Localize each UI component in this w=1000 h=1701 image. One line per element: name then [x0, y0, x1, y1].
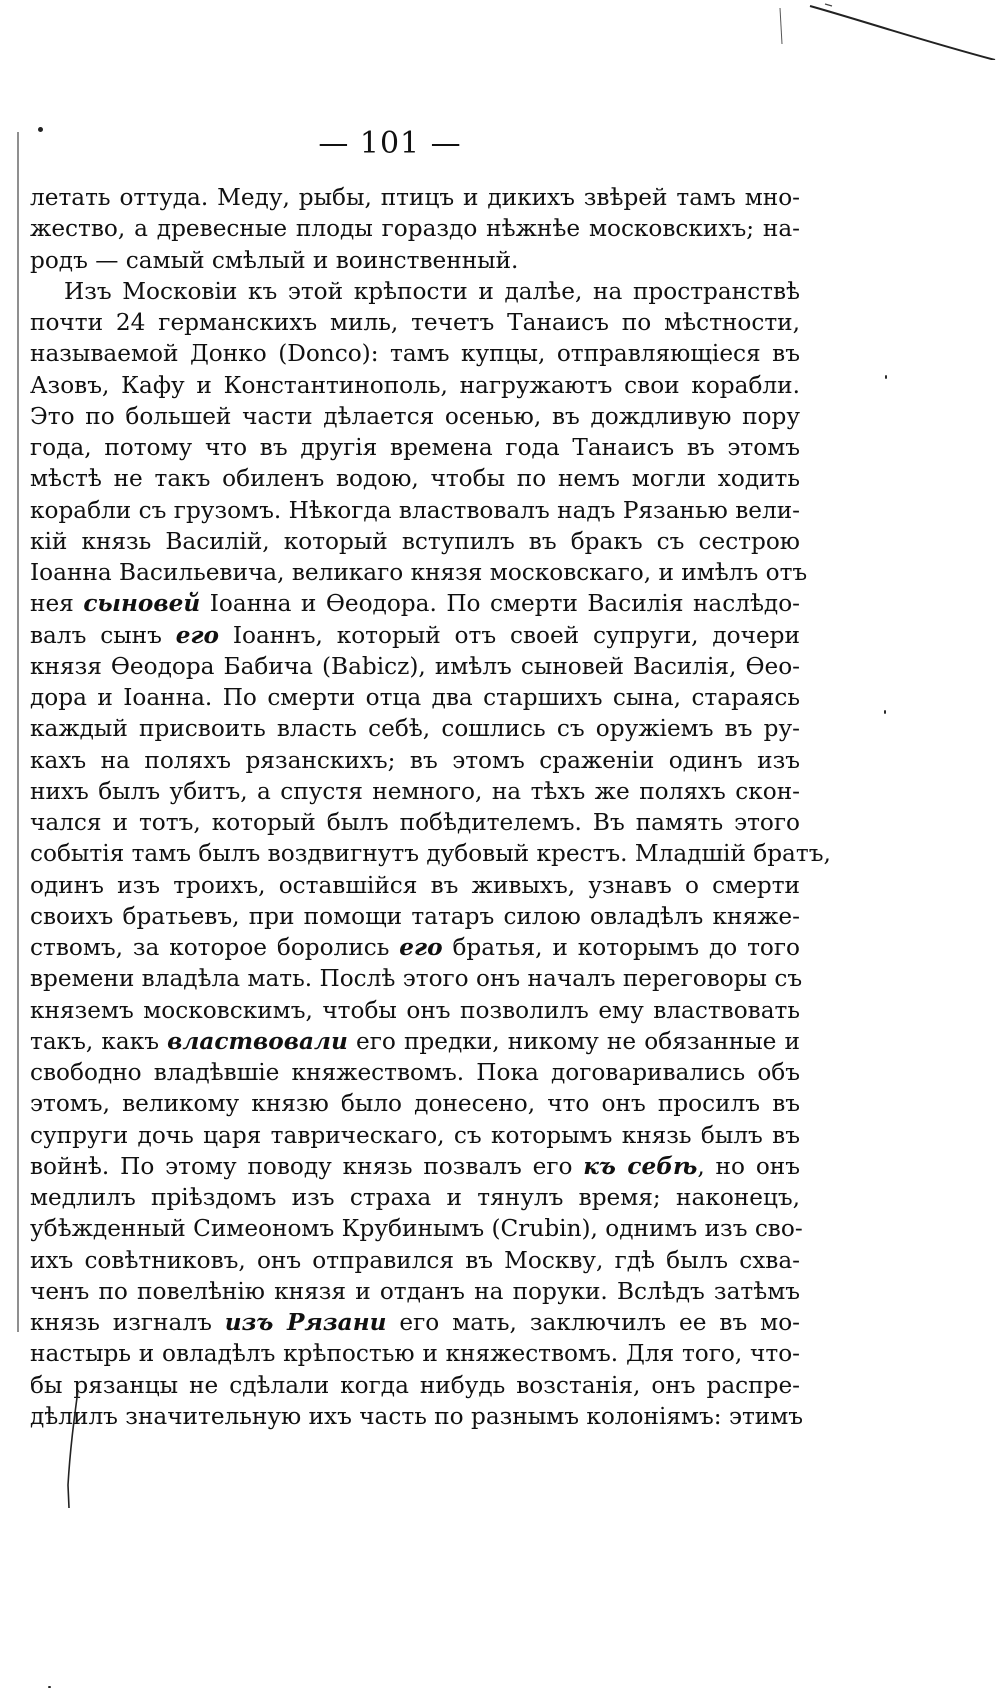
text-line — [30, 245, 800, 276]
text-segment: медлилъ пріѣздомъ изъ страха и тянулъ время; наконецъ, — [30, 1184, 800, 1211]
text-segment: одинъ изъ троихъ, оставшійся въ живыхъ, узнавъ о смерти — [30, 871, 800, 899]
text-segment: нея — [30, 590, 84, 618]
text-line — [30, 182, 800, 213]
text-segment: убѣжденный Симеономъ Крубинымъ (Crubin), однимъ изъ сво- — [30, 1215, 803, 1243]
italic-word: къ себѣ — [583, 1152, 698, 1180]
text-segment: Изъ Московіи къ этой крѣпости и далѣе, на пространствѣ — [64, 277, 800, 305]
text-line — [30, 870, 800, 901]
text-segment: такъ, какъ — [30, 1027, 168, 1055]
text-line — [30, 1026, 800, 1057]
text-line — [30, 1370, 800, 1401]
text-segment: войнѣ. По этому поводу князь позвалъ его — [30, 1152, 584, 1180]
text-segment: его предки, никому не обязанные и — [347, 1027, 800, 1055]
text-line — [30, 963, 803, 994]
text-segment: своихъ братьевъ, при помощи татаръ силою овладѣлъ княже- — [30, 902, 800, 930]
left-margin-rule — [17, 132, 19, 1332]
text-line — [30, 1182, 800, 1213]
text-segment: князь изгналъ — [30, 1309, 225, 1336]
text-line — [30, 1276, 800, 1307]
text-line — [30, 1401, 804, 1432]
text-line — [30, 1338, 800, 1369]
text-line — [30, 776, 800, 807]
margin-dot — [884, 710, 886, 714]
text-segment: Іоанна и Ѳеодора. По смерти Василія наслѣдо- — [200, 590, 800, 618]
text-segment: мѣстѣ не такъ обиленъ водою, чтобы по немъ могли ходить — [30, 465, 800, 493]
text-line — [30, 1307, 800, 1338]
text-segment: братья, и которымъ до того — [442, 934, 800, 961]
text-line — [30, 995, 800, 1026]
text-segment: ченъ по повелѣнію князя и отданъ на поруки. Вслѣдъ затѣмъ — [30, 1277, 800, 1305]
margin-pencil-stroke — [60, 1390, 90, 1510]
text-segment: родъ — самый смѣлый и воинственный. — [30, 246, 519, 274]
text-line — [30, 745, 800, 776]
text-segment: , но онъ — [697, 1152, 800, 1180]
text-segment: его мать, заключилъ ее въ мо- — [386, 1309, 800, 1336]
italic-word: властвовали — [167, 1027, 348, 1055]
text-segment: Азовъ, Кафу и Константинополь, нагружаютъ свои корабли. — [30, 371, 800, 399]
italic-word: сыновей — [83, 590, 201, 618]
text-line — [30, 276, 800, 307]
text-line — [30, 557, 808, 588]
text-segment: Это по большей части дѣлается осенью, въ дождливую пору — [30, 402, 800, 430]
text-segment: настырь и овладѣлъ крѣпостью и княжествомъ. Для того, что- — [30, 1340, 800, 1368]
text-segment: княземъ московскимъ, чтобы онъ позволилъ ему властвовать — [30, 996, 800, 1024]
text-segment: свободно владѣвшіе княжествомъ. Пока договаривались объ — [30, 1059, 800, 1086]
text-segment: каждый присвоить власть себѣ, сошлись съ оружіемъ въ ру- — [30, 715, 800, 743]
text-segment: ствомъ, за которое боролись — [30, 934, 400, 961]
text-segment: летать оттуда. Меду, рыбы, птицъ и дикихъ звѣрей тамъ мно- — [30, 184, 800, 211]
text-line — [30, 932, 800, 963]
text-line — [30, 526, 800, 557]
text-segment: называемой Донко (Donco): тамъ купцы, отправляющіеся въ — [30, 340, 800, 368]
text-segment: Іоанна Васильевича, великаго князя московскаго, и имѣлъ отъ — [30, 559, 808, 586]
text-segment: бы рязанцы не сдѣлали когда нибудь возстанія, онъ распре- — [30, 1371, 800, 1399]
text-segment: супруги дочь царя таврическаго, съ которымъ князь былъ въ — [30, 1121, 800, 1149]
italic-word: его — [175, 621, 219, 649]
text-segment: князя Ѳеодора Бабича (Babicz), имѣлъ сыновей Василія, Ѳео- — [30, 652, 800, 680]
text-segment: нихъ былъ убитъ, а спустя немного, на тѣхъ же поляхъ скон- — [30, 777, 800, 805]
text-segment: дора и Іоанна. По смерти отца два старшихъ сына, стараясь — [30, 684, 800, 711]
text-line — [30, 1120, 800, 1151]
text-line — [30, 495, 800, 526]
text-line — [30, 1057, 800, 1088]
corner-pencil-mark — [770, 0, 1000, 60]
text-segment: этомъ, великому князю было донесено, что онъ просилъ въ — [30, 1090, 800, 1118]
text-line — [30, 620, 800, 651]
text-segment: дѣлилъ значительную ихъ часть по разнымъ колоніямъ: этимъ — [30, 1402, 804, 1430]
text-line — [30, 682, 800, 713]
italic-word: изъ Рязани — [224, 1309, 387, 1336]
text-segment: Іоаннъ, который отъ своей супруги, дочери — [219, 621, 800, 649]
text-line — [30, 401, 800, 432]
text-segment: чался и тотъ, который былъ побѣдителемъ. Въ память этого — [30, 809, 800, 836]
text-line — [30, 432, 800, 463]
text-line — [30, 588, 800, 619]
margin-dot — [48, 1686, 51, 1688]
text-line — [30, 1213, 803, 1244]
italic-word: его — [399, 934, 443, 961]
text-line — [30, 370, 800, 401]
text-segment: времени владѣла мать. Послѣ этого онъ началъ переговоры съ — [30, 965, 803, 993]
text-segment: корабли съ грузомъ. Нѣкогда властвовалъ надъ Рязанью вели- — [30, 496, 800, 524]
text-segment: событія тамъ былъ воздвигнутъ дубовый крестъ. Младшій братъ, — [30, 840, 831, 868]
text-line — [30, 213, 800, 244]
text-segment: почти 24 германскихъ миль, течетъ Танаисъ по мѣстности, — [30, 309, 800, 336]
text-segment: кій князь Василій, который вступилъ въ бракъ съ сестрою — [30, 527, 800, 555]
text-line — [30, 1151, 800, 1182]
text-line — [30, 338, 800, 369]
text-line — [30, 807, 800, 838]
text-line — [30, 1088, 800, 1119]
text-line — [30, 307, 800, 338]
text-segment: валъ сынъ — [30, 621, 176, 649]
text-segment: года, потому что въ другія времена года Танаисъ въ этомъ — [30, 434, 800, 461]
text-segment: ихъ совѣтниковъ, онъ отправился въ Москву, гдѣ былъ схва- — [30, 1246, 800, 1274]
page-number: — 101 — — [318, 126, 462, 161]
text-line — [30, 901, 800, 932]
text-line — [30, 463, 800, 494]
text-line — [30, 713, 800, 744]
text-line — [30, 838, 831, 869]
text-line — [30, 651, 800, 682]
margin-dot — [885, 375, 887, 379]
text-segment: кахъ на поляхъ рязанскихъ; въ этомъ сраженіи одинъ изъ — [30, 746, 800, 774]
text-segment: жество, а древесные плоды гораздо нѣжнѣе московскихъ; на- — [30, 215, 800, 243]
body-text — [30, 182, 831, 1432]
text-line — [30, 1245, 800, 1276]
